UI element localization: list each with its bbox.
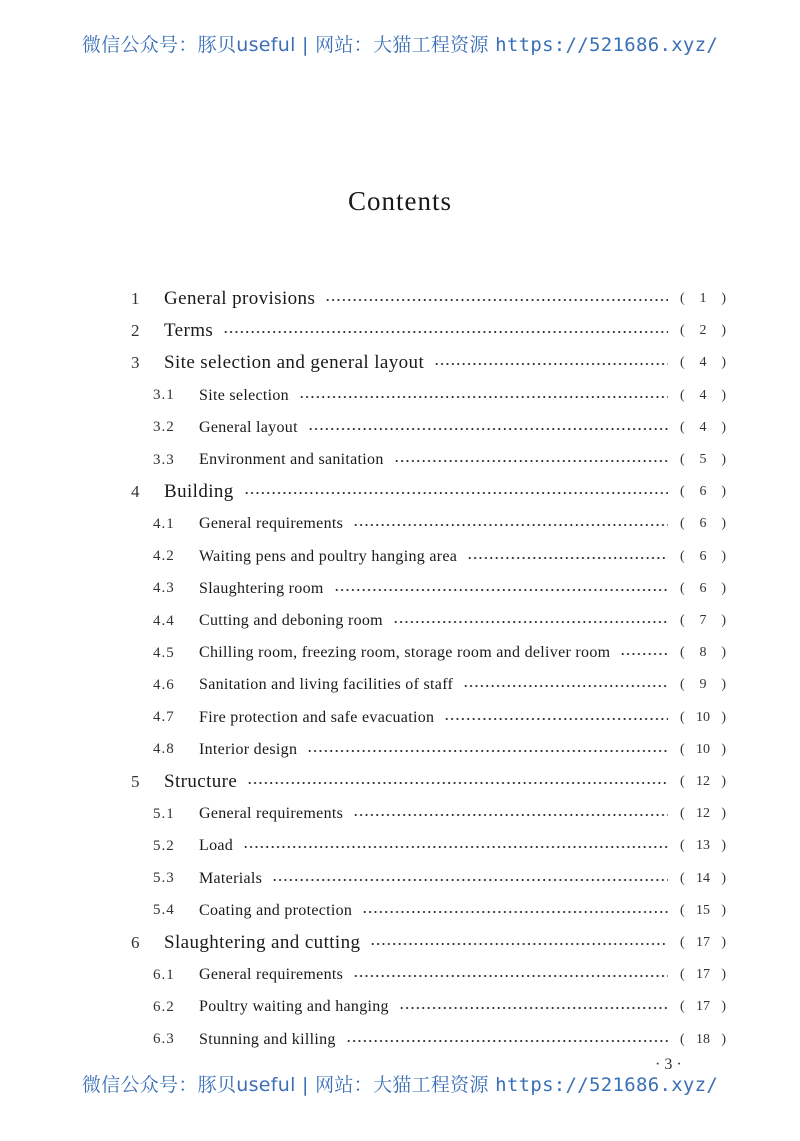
toc-entry-title: Site selection — [199, 386, 289, 404]
toc-entry-page: ( 4 ) — [680, 419, 726, 435]
toc-entry[interactable] — [0, 447, 800, 473]
toc-leader-dots — [362, 910, 668, 914]
page-title: Contents — [347, 186, 452, 216]
toc-entry-page: ( 9 ) — [680, 677, 726, 693]
toc-entry[interactable] — [0, 640, 800, 666]
toc-entry-title: Materials — [199, 869, 263, 887]
watermark-text: 微信公众号：豚贝useful | 网站：大猫工程资源 — [81, 1074, 496, 1096]
toc-page-number: 1 — [699, 291, 707, 306]
toc-entry-page: ( 10 ) — [680, 741, 726, 757]
toc-page-number: 15 — [696, 902, 710, 918]
toc-leader-dots — [394, 459, 668, 463]
toc-leader-dots — [247, 781, 668, 785]
toc-page-number: 18 — [696, 1031, 710, 1047]
toc-leader-dots — [334, 588, 668, 592]
toc-entry-number: 3.2 — [153, 419, 175, 436]
toc-entry-page: ( 5 ) — [680, 452, 726, 467]
toc-entry-number: 3.1 — [153, 387, 175, 404]
toc-page-number: 9 — [699, 677, 707, 693]
toc-leader-dots — [346, 1039, 668, 1043]
toc-entry[interactable] — [0, 898, 800, 924]
toc-entry-title: Building — [164, 481, 234, 503]
toc-entry-title: Waiting pens and poultry hanging area — [199, 547, 458, 565]
toc-entry-page: ( 4 ) — [680, 387, 726, 403]
toc-page-number: 12 — [696, 774, 710, 789]
toc-entry-page: ( 6 ) — [680, 516, 726, 532]
toc-entry[interactable] — [0, 318, 800, 344]
watermark-url[interactable]: https://521686.xyz/ — [495, 34, 719, 56]
toc-entry-title: Cutting and deboning room — [199, 612, 383, 629]
toc-entry-title: Slaughtering room — [199, 579, 324, 597]
toc-entry-page: ( 10 ) — [680, 709, 726, 725]
toc-entry-page: ( 15 ) — [680, 902, 726, 918]
toc-entry[interactable] — [0, 994, 800, 1020]
toc-entry[interactable] — [0, 866, 800, 892]
toc-entry-title: General layout — [199, 418, 298, 436]
toc-leader-dots — [244, 491, 668, 495]
toc-entry-number: 4.5 — [153, 644, 175, 661]
toc-leader-dots — [463, 684, 668, 688]
toc-entry-page: ( 8 ) — [680, 645, 726, 661]
toc-entry-title: Coating and protection — [199, 901, 353, 919]
toc-entry[interactable] — [0, 672, 800, 698]
toc-entry-title: Poultry waiting and hanging — [199, 998, 389, 1016]
toc-leader-dots — [370, 942, 668, 946]
toc-leader-dots — [223, 330, 668, 334]
toc-page-number: 6 — [699, 548, 707, 564]
toc-entry-title: Environment and sanitation — [199, 451, 384, 468]
toc-entry[interactable] — [0, 930, 800, 956]
toc-entry-page: ( 14 ) — [680, 870, 726, 886]
toc-page-number: 8 — [699, 645, 707, 661]
toc-entry-title: General requirements — [199, 805, 344, 823]
toc-page-number: 4 — [699, 387, 707, 403]
toc-entry[interactable] — [0, 1027, 800, 1053]
watermark-header — [0, 30, 800, 57]
toc-entry[interactable] — [0, 350, 800, 376]
toc-page-number: 10 — [696, 741, 710, 757]
page-number-footer: · 3 · — [655, 1056, 682, 1073]
toc-entry-title: Interior design — [199, 740, 298, 758]
toc-entry-number: 6.1 — [153, 966, 175, 983]
toc-page-number: 6 — [699, 516, 707, 532]
toc-page-number: 6 — [699, 580, 707, 596]
toc-page-number: 17 — [696, 967, 710, 983]
toc-entry-page: ( 6 ) — [680, 548, 726, 564]
toc-entry-page: ( 18 ) — [680, 1031, 726, 1047]
toc-leader-dots — [299, 395, 668, 399]
toc-leader-dots — [620, 652, 668, 656]
toc-entry-page: ( 17 ) — [680, 935, 726, 950]
toc-page-number: 13 — [696, 838, 710, 854]
toc-entry-page: ( 6 ) — [680, 580, 726, 596]
toc-entry-page: ( 13 ) — [680, 838, 726, 854]
toc-entry-number: 5.4 — [153, 902, 175, 919]
toc-leader-dots — [307, 749, 668, 753]
toc-leader-dots — [444, 717, 668, 721]
toc-page-number: 5 — [699, 452, 707, 467]
toc-entry-number: 3.3 — [153, 451, 175, 468]
toc-page-number: 17 — [696, 999, 710, 1015]
toc-entry-page: ( 4 ) — [680, 355, 726, 371]
toc-entry-page: ( 6 ) — [680, 484, 726, 500]
toc-entry-number: 4 — [131, 482, 140, 502]
toc-leader-dots — [243, 845, 668, 849]
toc-entry-number: 4.6 — [153, 676, 175, 693]
toc-entry-page: ( 7 ) — [680, 613, 726, 628]
toc-page-number: 4 — [699, 355, 707, 371]
toc-leader-dots — [353, 974, 668, 978]
toc-leader-dots — [393, 620, 668, 624]
toc-entry-number: 1 — [131, 289, 140, 308]
toc-page-number: 4 — [699, 419, 707, 435]
toc-leader-dots — [308, 427, 668, 431]
toc-leader-dots — [325, 298, 668, 302]
toc-page-number: 2 — [699, 323, 707, 339]
toc-entry-number: 4.4 — [153, 612, 175, 629]
toc-entry-title: Terms — [164, 320, 214, 342]
toc-entry[interactable] — [0, 479, 800, 505]
toc-entry-number: 4.2 — [153, 548, 175, 565]
toc-leader-dots — [434, 362, 668, 366]
watermark-footer — [0, 1070, 800, 1097]
toc-page-number: 14 — [696, 870, 710, 886]
toc-entry-number: 4.8 — [153, 741, 175, 758]
toc-entry-number: 5.2 — [153, 837, 175, 854]
toc-entry-title: General requirements — [199, 515, 344, 533]
toc-entry[interactable] — [0, 383, 800, 409]
toc-entry-number: 4.7 — [153, 709, 175, 726]
toc-entry[interactable] — [0, 769, 800, 795]
toc-page-number: 10 — [696, 709, 710, 725]
toc-entry-number: 6 — [131, 933, 140, 952]
toc-entry-number: 5.1 — [153, 805, 175, 822]
toc-entry-title: Site selection and general layout — [164, 352, 425, 374]
toc-entry-number: 6.3 — [153, 1031, 175, 1048]
toc-entry[interactable] — [0, 511, 800, 537]
toc-page-number: 12 — [696, 806, 710, 822]
toc-entry-number: 4.3 — [153, 580, 175, 597]
toc-entry-page: ( 17 ) — [680, 999, 726, 1015]
toc-entry-title: Chilling room, freezing room, storage room and deliver room — [199, 644, 611, 662]
toc-leader-dots — [399, 1006, 668, 1010]
watermark-url[interactable]: https://521686.xyz/ — [495, 1074, 719, 1096]
toc-entry[interactable] — [0, 705, 800, 731]
toc-entry-number: 6.2 — [153, 998, 175, 1015]
toc-entry-title: Sanitation and living facilities of staff — [199, 676, 454, 694]
toc-page-number: 17 — [696, 935, 710, 950]
toc-entry-title: Slaughtering and cutting — [164, 932, 361, 953]
toc-leader-dots — [467, 556, 668, 560]
toc-entry-title: General requirements — [199, 966, 344, 984]
toc-leader-dots — [353, 813, 668, 817]
toc-entry-number: 4.1 — [153, 515, 175, 532]
toc-entry[interactable] — [0, 737, 800, 763]
toc-leader-dots — [272, 878, 668, 882]
toc-entry-title: Fire protection and safe evacuation — [199, 708, 435, 726]
toc-entry[interactable] — [0, 608, 800, 634]
toc-entry-title: General provisions — [164, 288, 316, 309]
toc-leader-dots — [353, 523, 668, 527]
toc-entry-title: Stunning and killing — [199, 1030, 336, 1048]
toc-entry-page: ( 12 ) — [680, 806, 726, 822]
toc-entry-number: 5.3 — [153, 870, 175, 887]
toc-entry-title: Load — [199, 837, 234, 855]
toc-page-number: 6 — [699, 484, 707, 500]
toc-entry[interactable] — [0, 833, 800, 859]
toc-entry[interactable] — [0, 962, 800, 988]
toc-entry-page: ( 17 ) — [680, 967, 726, 983]
toc-entry-number: 2 — [131, 321, 140, 341]
toc-entry-number: 5 — [131, 772, 140, 791]
toc-entry[interactable] — [0, 801, 800, 827]
toc-entry[interactable] — [0, 576, 800, 602]
toc-entry[interactable] — [0, 415, 800, 441]
watermark-text: 微信公众号：豚贝useful | 网站：大猫工程资源 — [81, 34, 496, 56]
toc-entry-title: Structure — [164, 771, 238, 792]
toc-entry[interactable] — [0, 286, 800, 312]
toc-entry-page: ( 2 ) — [680, 323, 726, 339]
toc-entry-page: ( 12 ) — [680, 774, 726, 789]
toc-page-number: 7 — [699, 613, 707, 628]
toc-entry[interactable] — [0, 544, 800, 570]
toc-entry-page: ( 1 ) — [680, 291, 726, 306]
toc-entry-number: 3 — [131, 353, 140, 373]
